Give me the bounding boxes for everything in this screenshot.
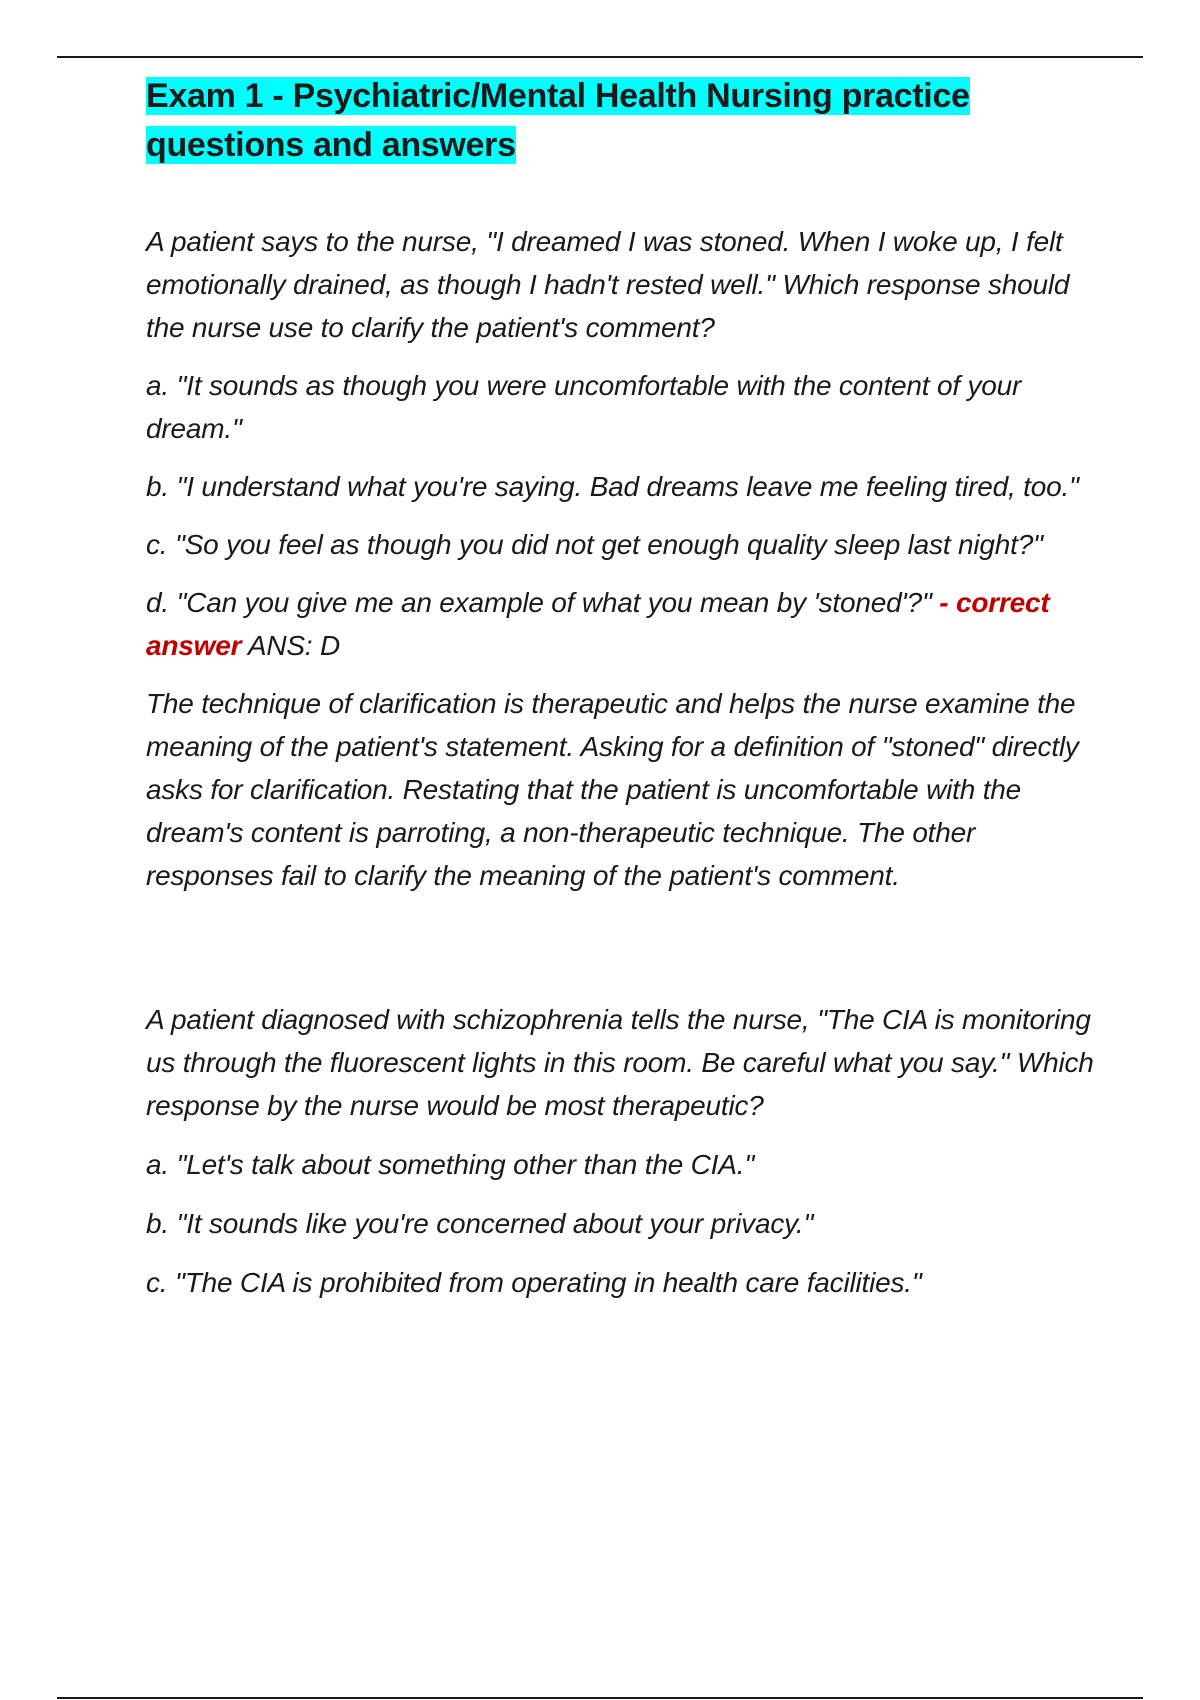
document-body <box>146 72 1096 1304</box>
answer-key: ANS: D <box>241 630 340 661</box>
top-rule <box>57 56 1143 58</box>
question-1-stem: A patient says to the nurse, "I dreamed I was stoned. When I woke up, I felt emotionally drained, as though I hadn't rested well." Which response should the nurse use to clarify the patient's comment? <box>146 226 1070 343</box>
question-2-option-b: b. "It sounds like you're concerned about your privacy." <box>146 1208 814 1239</box>
title-highlight: Exam 1 - Psychiatric/Mental Health Nursing practice questions and answers <box>146 77 970 164</box>
question-1-option-c: c. "So you feel as though you did not get enough quality sleep last night?" <box>146 529 1043 560</box>
question-1-rationale: The technique of clarification is therapeutic and helps the nurse examine the meaning of the patient's statement. Asking for a definition of "stoned" directly asks for clarification. Restating that the patient is uncomfortable with the dream's content is parroting, a non-therapeutic technique. The other responses fail to clarify the meaning of the patient's comment. <box>146 688 1079 891</box>
question-2-option-a: a. "Let's talk about something other than the CIA." <box>146 1149 755 1180</box>
question-1 <box>146 220 1096 897</box>
question-1-option-d <box>146 581 1096 667</box>
document-title <box>146 72 1096 170</box>
bottom-rule <box>57 1697 1143 1699</box>
question-2-option-c: c. "The CIA is prohibited from operating in health care facilities." <box>146 1267 922 1298</box>
question-2-stem: A patient diagnosed with schizophrenia tells the nurse, "The CIA is monitoring us through the fluorescent lights in this room. Be careful what you say." Which response by the nurse would be most therapeutic? <box>146 1004 1094 1121</box>
correct-answer-marker: - correct answer <box>146 587 1050 661</box>
question-1-option-b: b. "I understand what you're saying. Bad dreams leave me feeling tired, too." <box>146 471 1079 502</box>
question-1-option-a: a. "It sounds as though you were uncomfortable with the content of your dream." <box>146 370 1022 444</box>
question-1-option-d-text: d. "Can you give me an example of what you mean by 'stoned'?" <box>146 587 932 618</box>
question-2 <box>146 998 1096 1304</box>
